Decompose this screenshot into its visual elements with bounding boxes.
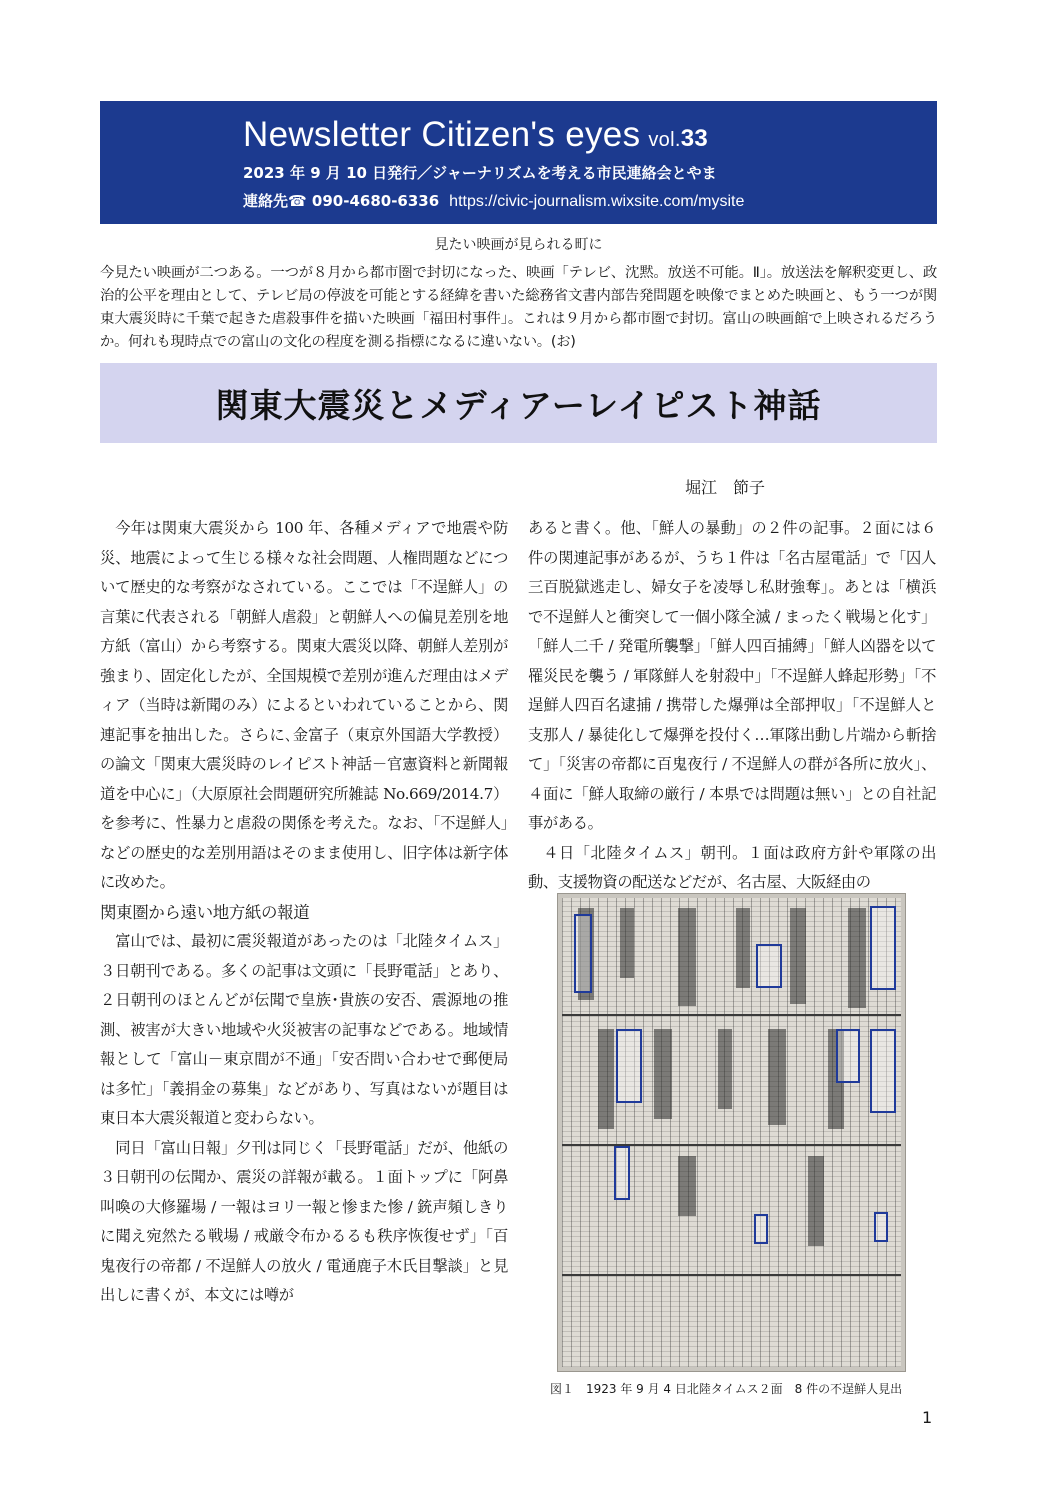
headline-block (848, 908, 866, 1008)
vol-number: 33 (680, 125, 708, 152)
headline-block (768, 1029, 786, 1125)
article-right-column (528, 514, 936, 898)
headline-block (598, 1029, 614, 1129)
paragraph: 今年は関東大震災から 100 年、各種メディアで地震や防災、地震によって生じる様々な社会問題、人権問題などについて歴史的な考察がなされている。ここでは「不逞鮮人」の言葉に代表される「朝鮮人虐殺」と朝鮮人への偏見差別を地方紙（富山）から考察する。関東大震災以降、朝鮮人差別が強まり、固定化したが、全国規模で差別が進んだ理由はメディア（当時は新聞のみ）によるといわれていることから、関連記事を抽出した。さらに､金富子（東京外国語大学教授）の論文「関東大震災時のレイピスト神話－官憲資料と新聞報道を中心に」（大原原社会問題研究所雑誌 No.669/2014.7）を参考に、性暴力と虐殺の関係を考えた。なお、「不逞鮮人」などの歴史的な差別用語はそのまま使用し、旧字体は新字体に改めた。 (100, 519, 508, 891)
paragraph: 富山では、最初に震災報道があったのは「北陸タイムス」３日朝刊である。多くの記事は文頭に「長野電話」とあり、２日朝刊のほとんどが伝聞で皇族･貴族の安否、震源地の推測、被害が大きい地域や火災被害の記事などである。地域情報として「富山－東京間が不通」「安否問い合わせで郵便局は多忙」「義捐金の募集」などがあり、写真はないが題目は東日本大震災報道と変わらない。 (100, 932, 508, 1127)
highlight-box (616, 1029, 642, 1103)
publish-line: 2023 年 9 月 10 日発行／ジャーナリズムを考える市民連絡会とやま (243, 164, 717, 182)
divider (562, 1144, 901, 1146)
column-body: 今見たい映画が二つある。一つが８月から都市圏で封切になった、映画「テレビ、沈黙。放送不可能。Ⅱ」。放送法を解釈変更し、政治的公平を理由として、テレビ局の停波を可能とする経緯を書いた総務省文書内部告発問題を映像でまとめた映画と、もう一つが関東大震災時に千葉で起きた虐殺事件を描いた映画「福田村事件」。これは９月から都市圏で封切。富山の映画館で上映されるだろうか。何れも現時点での富山の文化の程度を測る指標になるに違いない。(お) (100, 265, 937, 350)
article-title: 関東大震災とメディアーレイピスト神話 (215, 385, 822, 425)
section-subheading: 関東圏から遠い地方紙の報道 (100, 902, 310, 922)
headline-block (790, 908, 806, 1004)
newsletter-header (100, 101, 937, 224)
title-text: Newsletter Citizen's eyes (243, 115, 641, 154)
figure-caption: 図１ 1923 年 9 月 4 日北陸タイムス２面 8 件の不逞鮮人見出 (550, 1382, 903, 1396)
article-left-column (100, 514, 508, 1311)
paragraph: ４日「北陸タイムス」朝刊。１面は政府方針や軍隊の出動、支援物資の配送などだが、名古屋、大阪経由の (528, 843, 936, 891)
headline-block (654, 1029, 672, 1119)
article-author: 堀江 節子 (685, 478, 766, 497)
headline-block (620, 908, 634, 978)
divider (562, 1014, 901, 1016)
contact-phone: 連絡先☎ 090-4680-6336 (243, 192, 440, 210)
highlight-box (756, 944, 782, 988)
headline-block (678, 908, 696, 1006)
highlight-box (874, 1212, 888, 1242)
column-title: 見たい映画が見られる町に (434, 237, 603, 253)
highlight-box (870, 906, 896, 990)
highlight-box (574, 914, 592, 993)
highlight-box (754, 1214, 768, 1244)
site-url[interactable]: https://civic-journalism.wixsite.com/mysite (449, 193, 745, 210)
contact-line (243, 190, 744, 211)
newspaper-scan-image (557, 893, 906, 1372)
paragraph: あると書く。他、「鮮人の暴動」の２件の記事。２面には６件の関連記事があるが、うち１件は「名古屋電話」で「囚人三百脱獄逃走し、婦女子を凌辱し私財強奪」。あとは「横浜で不逞鮮人と衝突して一個小隊全滅 / まったく戦場と化す」「鮮人二千 / 発電所襲撃」「鮮人四百捕縛」「鮮人凶器を以て罹災民を襲う / 軍隊鮮人を射殺中」「不逞鮮人蜂起形勢」「不逞鮮人四百名逮捕 / 携帯した爆弾は全部押収」「不逞鮮人と支那人 / 暴徒化して爆弾を投付く…軍隊出動し片端から斬捨て」「災害の帝都に百鬼夜行 / 不逞鮮人の群が各所に放火」、４面に「鮮人取締の厳行 / 本県では問題は無い」との自社記事がある。 (528, 519, 936, 832)
highlight-box (836, 1029, 860, 1083)
divider (562, 1274, 901, 1276)
highlight-box (614, 1146, 630, 1200)
headline-block (736, 908, 750, 988)
vol-prefix: vol. (648, 129, 681, 151)
headline-block (678, 1156, 696, 1216)
headline-block (808, 1156, 824, 1246)
headline-block (718, 1029, 732, 1109)
page-number: 1 (922, 1408, 933, 1427)
paragraph: 同日「富山日報」夕刊は同じく「長野電話」だが、他紙の３日朝刊の伝聞か、震災の詳報が載る。１面トップに「阿鼻叫喚の大修羅場 / 一報はヨリ一報と惨また惨 / 銃声頻しきりに聞え宛然たる戦場 / 戒厳令布かるるも秩序恢復せず」「百鬼夜行の帝都 / 不逞鮮人の放火 / 電通鹿子木氏目撃談」と見出しに書くが、本文には噂が (100, 1138, 508, 1304)
highlight-box (870, 1029, 896, 1113)
newsletter-title (243, 115, 708, 155)
article-title-banner (100, 363, 937, 443)
